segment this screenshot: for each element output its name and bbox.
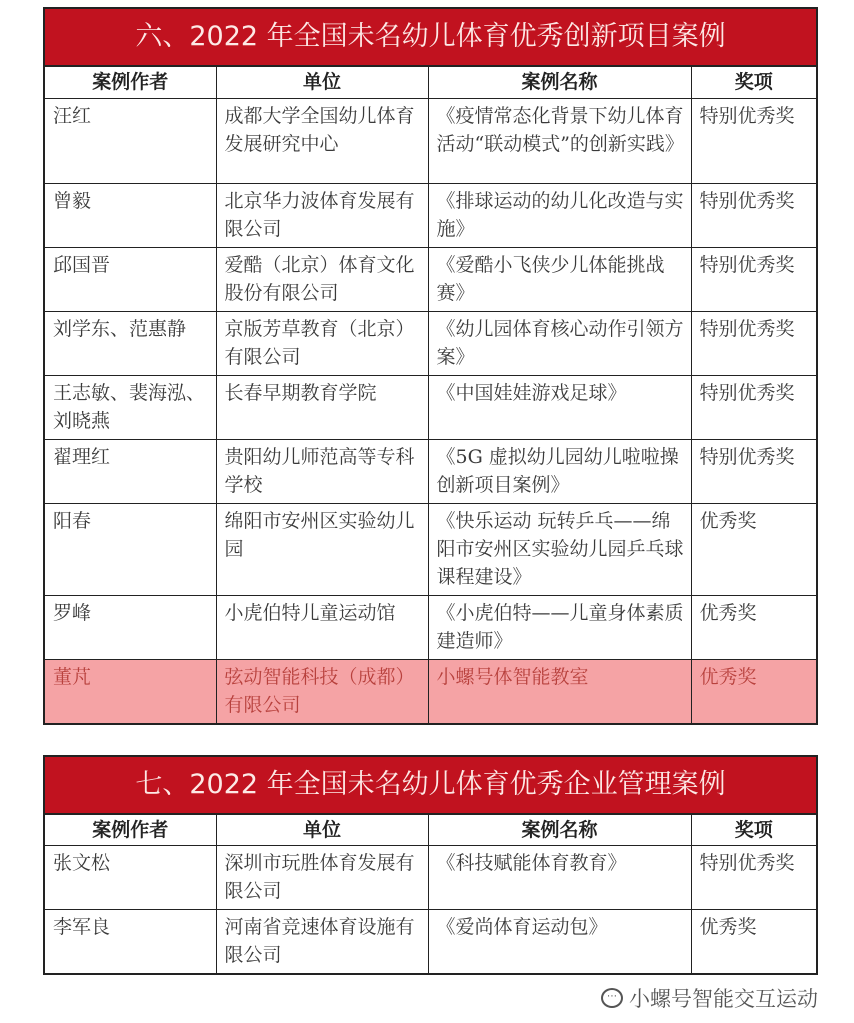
cell-award: 特别优秀奖 [691,98,816,183]
table-row [45,909,816,973]
cell-unit: 贵阳幼儿师范高等专科学校 [216,439,428,503]
cell-award: 优秀奖 [691,909,816,973]
cell-unit: 长春早期教育学院 [216,375,428,439]
innovation-cases-table [43,7,818,725]
table-row [45,845,816,909]
cell-award: 优秀奖 [691,503,816,595]
cell-author: 翟理红 [45,439,216,503]
column-header: 案例作者 [45,67,216,98]
cell-case: 《小虎伯特——儿童身体素质建造师》 [428,595,691,659]
cell-case: 小螺号体智能教室 [428,659,691,723]
cell-award: 优秀奖 [691,659,816,723]
cell-unit: 河南省竞速体育设施有限公司 [216,909,428,973]
cell-case: 《排球运动的幼儿化改造与实施》 [428,183,691,247]
cell-unit: 小虎伯特儿童运动馆 [216,595,428,659]
watermark [601,983,818,1013]
cell-case: 《5G 虚拟幼儿园幼儿啦啦操创新项目案例》 [428,439,691,503]
table-row [45,503,816,595]
management-cases-table [43,755,818,975]
section-title: 六、2022 年全国未名幼儿体育优秀创新项目案例 [45,9,816,67]
cell-unit: 北京华力波体育发展有限公司 [216,183,428,247]
cell-case: 《中国娃娃游戏足球》 [428,375,691,439]
cell-author: 李军良 [45,909,216,973]
cell-case: 《快乐运动 玩转乒乓——绵阳市安州区实验幼儿园乒乓球课程建设》 [428,503,691,595]
table-row [45,98,816,183]
cell-award: 特别优秀奖 [691,247,816,311]
header-row [45,67,816,98]
cell-case: 《科技赋能体育教育》 [428,845,691,909]
cell-case: 《幼儿园体育核心动作引领方案》 [428,311,691,375]
cell-award: 优秀奖 [691,595,816,659]
table-row [45,439,816,503]
table-row [45,247,816,311]
column-header: 奖项 [691,67,816,98]
table-row [45,375,816,439]
cell-unit: 绵阳市安州区实验幼儿园 [216,503,428,595]
wechat-icon: ⋯ [601,988,623,1008]
watermark-text: 小螺号智能交互运动 [629,986,818,1011]
table-row [45,595,816,659]
cell-author: 罗峰 [45,595,216,659]
column-header: 单位 [216,815,428,846]
cell-award: 特别优秀奖 [691,439,816,503]
table-row [45,183,816,247]
cell-author: 张文松 [45,845,216,909]
cell-author: 邱国晋 [45,247,216,311]
cell-author: 刘学东、范惠静 [45,311,216,375]
header-row [45,815,816,846]
cell-author: 董芃 [45,659,216,723]
cell-award: 特别优秀奖 [691,311,816,375]
cell-author: 曾毅 [45,183,216,247]
section-title: 七、2022 年全国未名幼儿体育优秀企业管理案例 [45,757,816,815]
cell-author: 王志敏、裴海泓、刘晓燕 [45,375,216,439]
column-header: 单位 [216,67,428,98]
cell-author: 阳春 [45,503,216,595]
cell-unit: 京版芳草教育（北京）有限公司 [216,311,428,375]
cell-case: 《爱酷小飞侠少儿体能挑战赛》 [428,247,691,311]
cell-unit: 爱酷（北京）体育文化股份有限公司 [216,247,428,311]
column-header: 案例作者 [45,815,216,846]
column-header: 案例名称 [428,815,691,846]
cell-award: 特别优秀奖 [691,375,816,439]
cell-case: 《爱尚体育运动包》 [428,909,691,973]
cell-award: 特别优秀奖 [691,183,816,247]
cell-unit: 成都大学全国幼儿体育发展研究中心 [216,98,428,183]
table-row [45,659,816,723]
cell-case: 《疫情常态化背景下幼儿体育活动“联动模式”的创新实践》 [428,98,691,183]
cell-unit: 弦动智能科技（成都）有限公司 [216,659,428,723]
cell-unit: 深圳市玩胜体育发展有限公司 [216,845,428,909]
cell-award: 特别优秀奖 [691,845,816,909]
column-header: 奖项 [691,815,816,846]
column-header: 案例名称 [428,67,691,98]
cell-author: 汪红 [45,98,216,183]
table-row [45,311,816,375]
